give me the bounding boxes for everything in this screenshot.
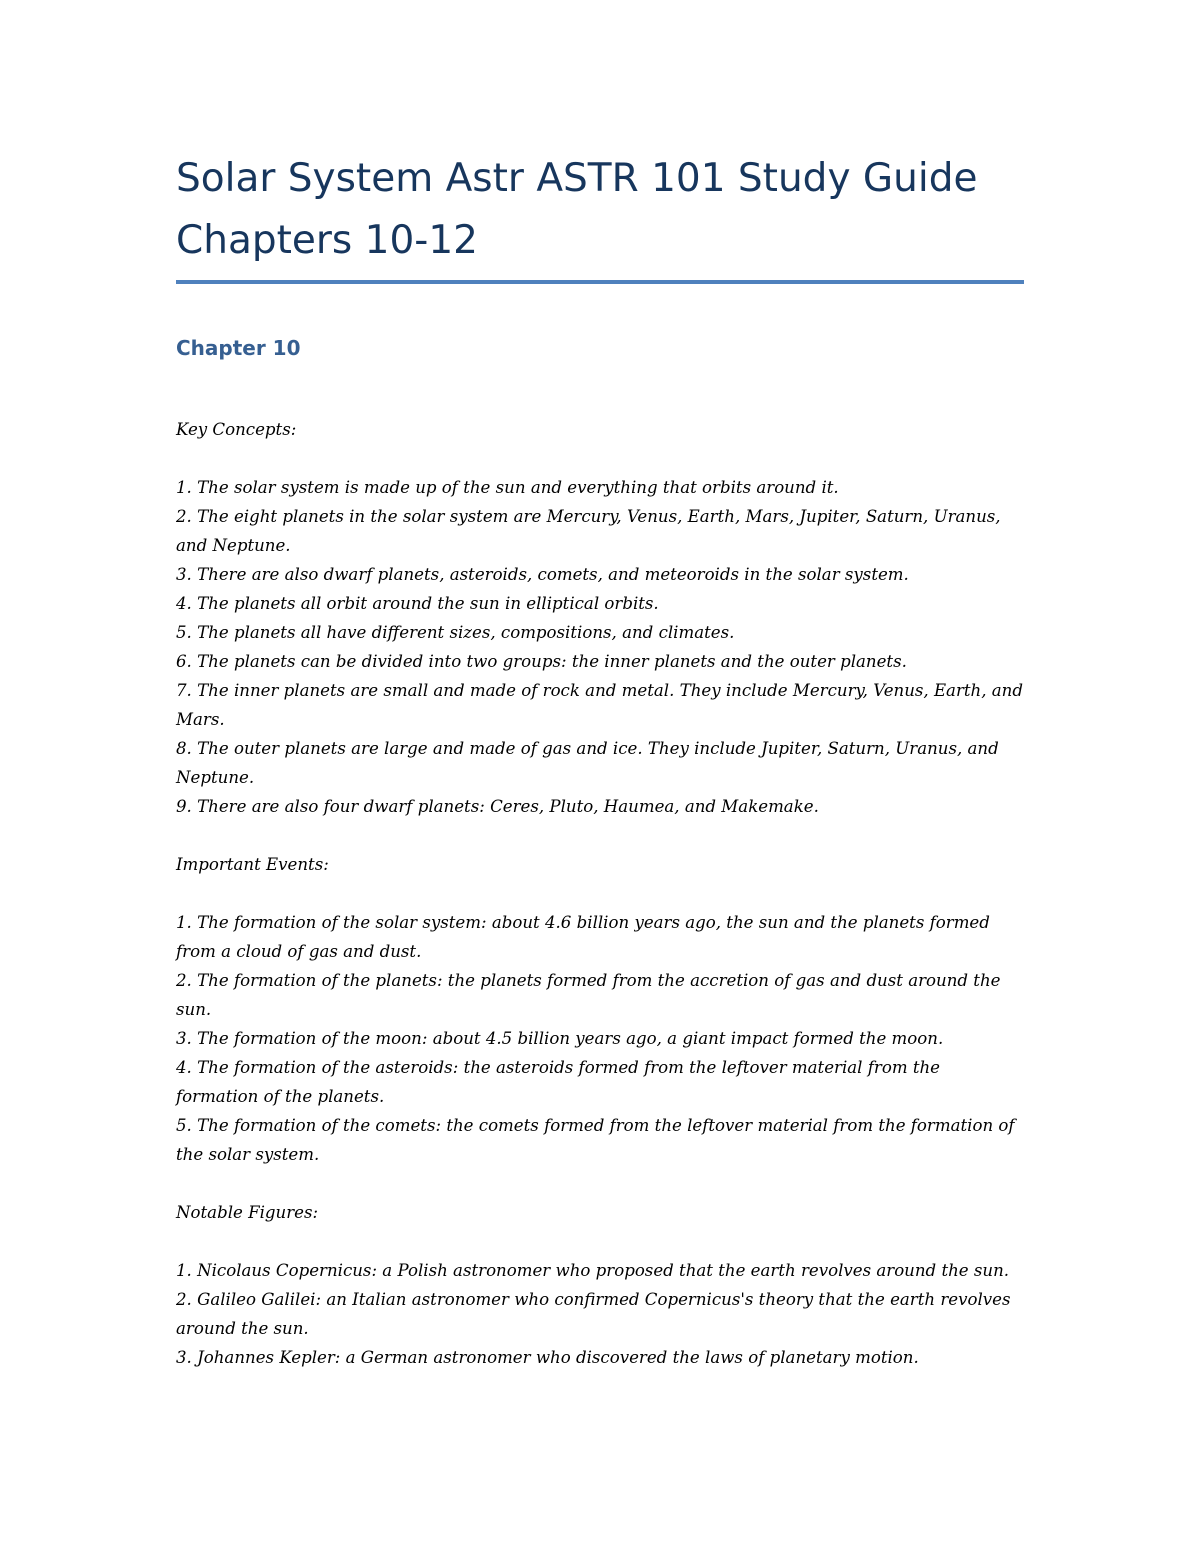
section-key-concepts (176, 415, 1024, 821)
title-underline (176, 280, 1024, 284)
section-label: Notable Figures: (176, 1203, 319, 1222)
section-notable-figures (176, 1198, 1024, 1372)
section-spacer (176, 821, 1024, 850)
chapter-heading: Chapter 10 (176, 336, 301, 360)
list-item: 1. Nicolaus Copernicus: a Polish astronomer who proposed that the earth revolves around the sun. (176, 1261, 1010, 1280)
section-label: Key Concepts: (176, 420, 297, 439)
list-item: 2. The formation of the planets: the planets formed from the accretion of gas and dust around the sun. (176, 971, 1001, 1019)
list-item: 2. The eight planets in the solar system are Mercury, Venus, Earth, Mars, Jupiter, Saturn, Uranus, and Neptune. (176, 507, 1001, 555)
section-important-events (176, 850, 1024, 1169)
list-item: 4. The formation of the asteroids: the asteroids formed from the leftover material from the formation of the planets. (176, 1058, 941, 1106)
list-item: 1. The formation of the solar system: about 4.6 billion years ago, the sun and the planets formed from a cloud of gas and dust. (176, 913, 990, 961)
list-item: 1. The solar system is made up of the sun and everything that orbits around it. (176, 478, 839, 497)
list-item: 5. The formation of the comets: the comets formed from the leftover material from the formation of the solar system. (176, 1116, 1015, 1164)
notable-figures-list (176, 1256, 1024, 1372)
list-item: 9. There are also four dwarf planets: Ceres, Pluto, Haumea, and Makemake. (176, 797, 819, 816)
list-item: 5. The planets all have different sizes, compositions, and climates. (176, 623, 735, 642)
list-item: 6. The planets can be divided into two groups: the inner planets and the outer planets. (176, 652, 907, 671)
list-item: 8. The outer planets are large and made of gas and ice. They include Jupiter, Saturn, Uranus, and Neptune. (176, 739, 999, 787)
document-title: Solar System Astr ASTR 101 Study Guide Chapters 10-12 (176, 156, 978, 263)
list-item: 3. Johannes Kepler: a German astronomer who discovered the laws of planetary motion. (176, 1348, 919, 1367)
list-item: 3. The formation of the moon: about 4.5 billion years ago, a giant impact formed the moon. (176, 1029, 944, 1048)
section-label: Important Events: (176, 855, 329, 874)
list-item: 7. The inner planets are small and made of rock and metal. They include Mercury, Venus, Earth, and Mars. (176, 681, 1023, 729)
list-item: 3. There are also dwarf planets, asteroids, comets, and meteoroids in the solar system. (176, 565, 909, 584)
list-item: 2. Galileo Galilei: an Italian astronomer who confirmed Copernicus's theory that the earth revolves around the sun. (176, 1290, 1011, 1338)
document-content (176, 148, 1024, 1372)
key-concepts-list (176, 473, 1024, 821)
list-item: 4. The planets all orbit around the sun in elliptical orbits. (176, 594, 659, 613)
section-spacer (176, 1169, 1024, 1198)
important-events-list (176, 908, 1024, 1169)
